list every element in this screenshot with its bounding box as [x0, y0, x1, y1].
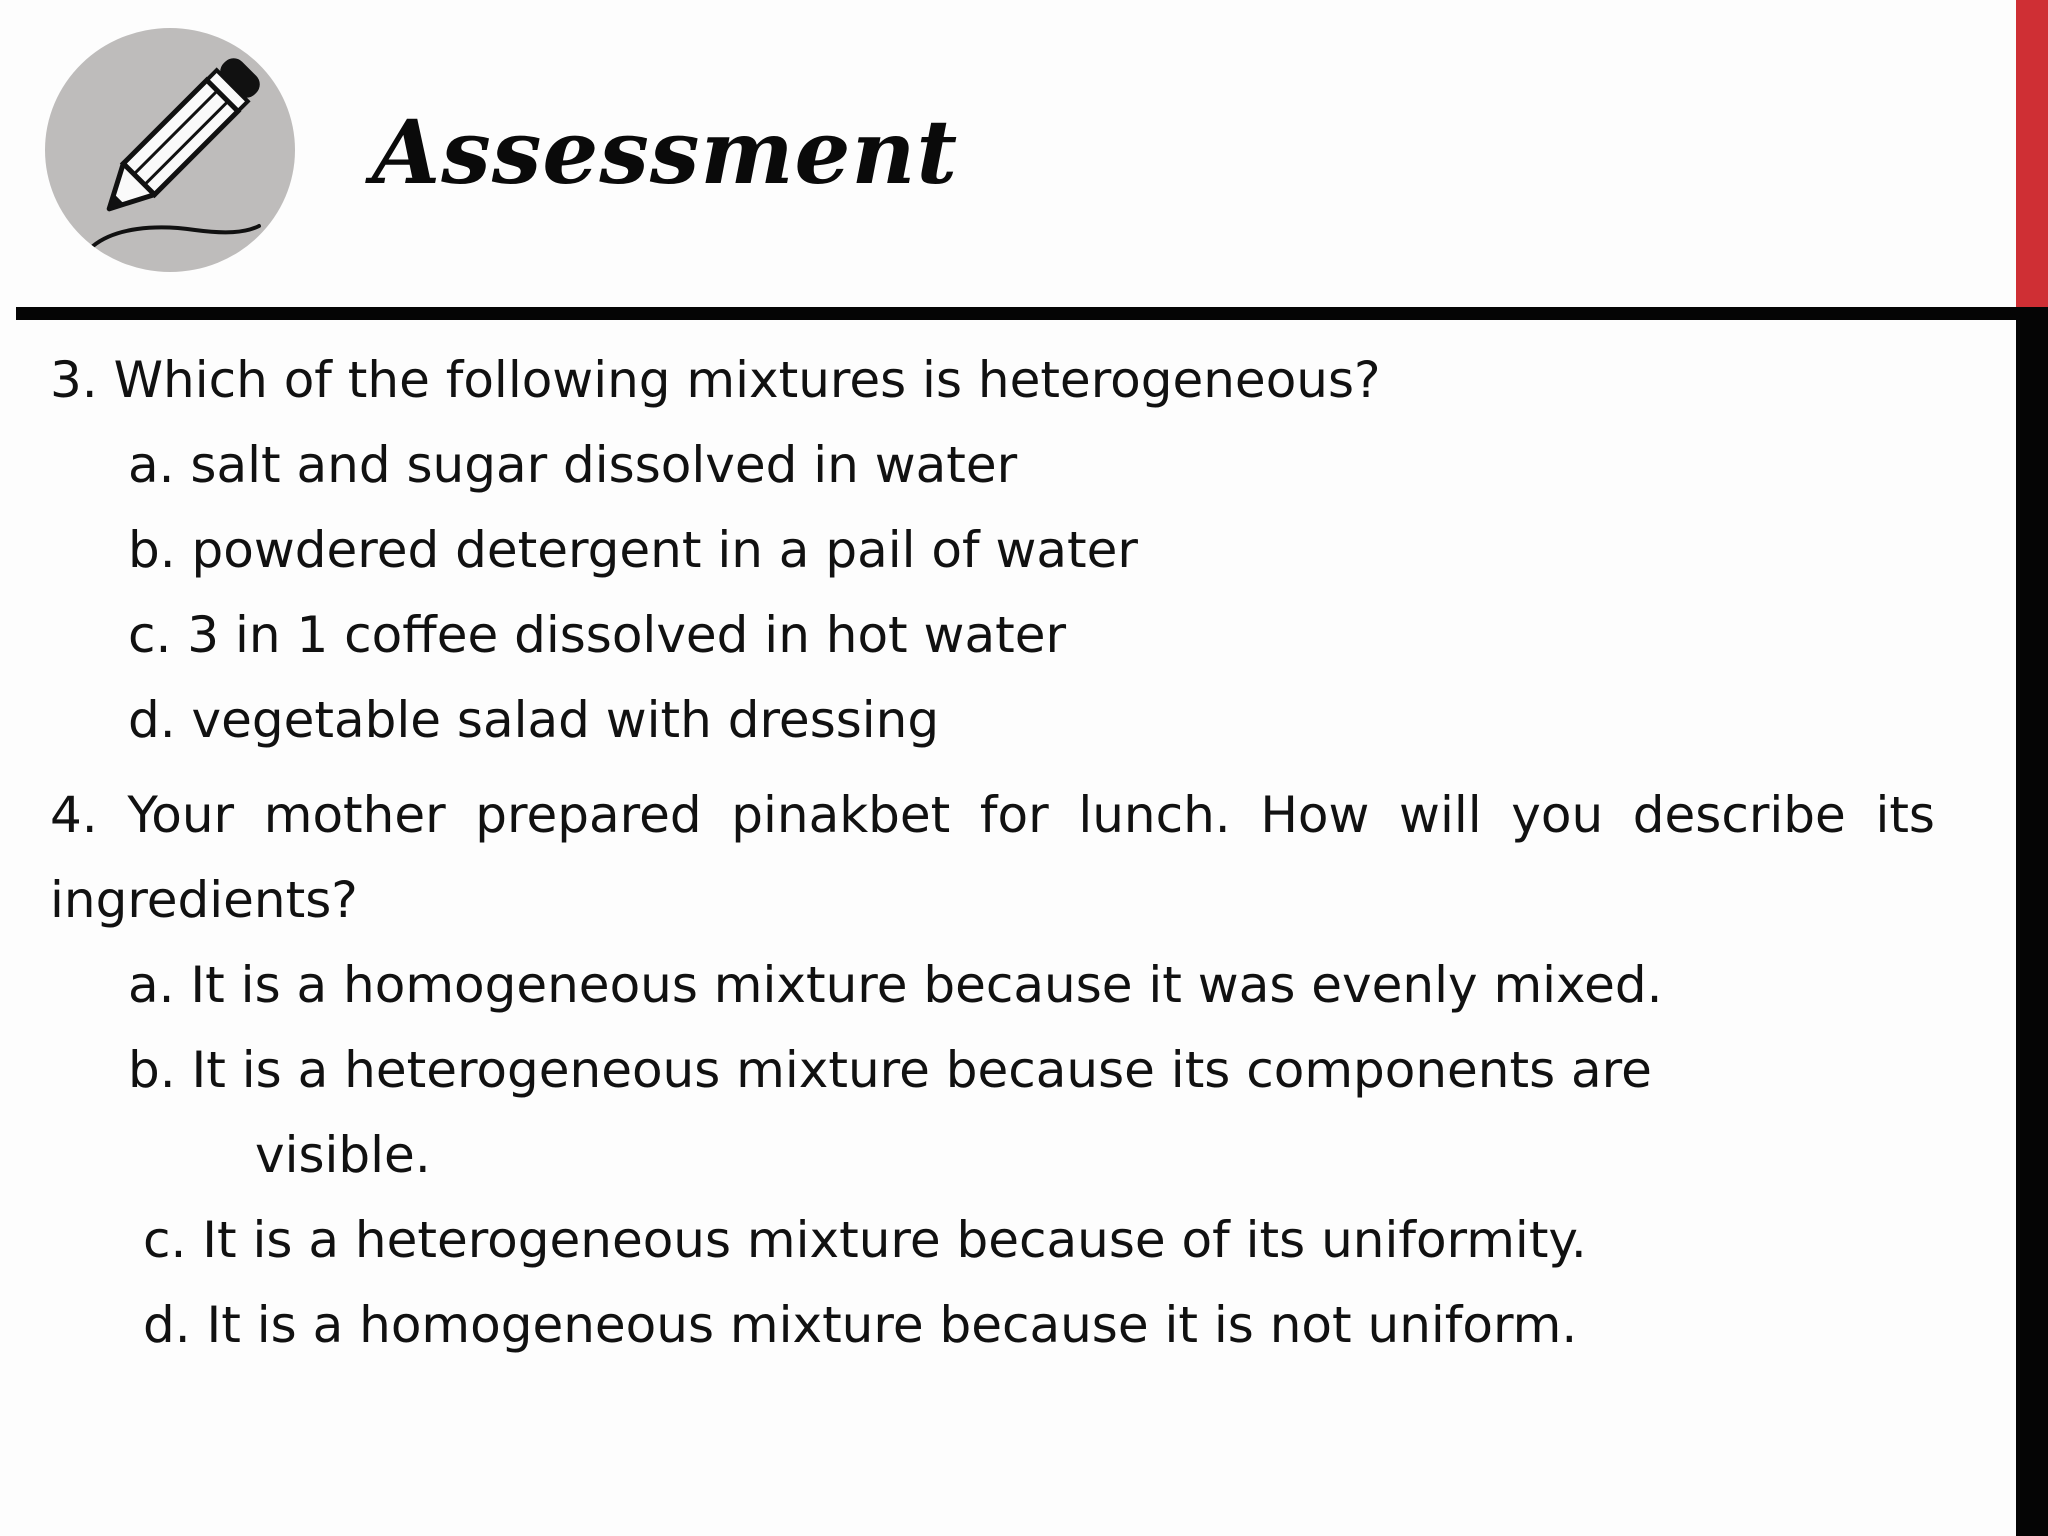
- accent-bar-red: [2016, 0, 2048, 307]
- question-stem-line-1: 4. Your mother prepared pinakbet for lunch. How will you describe its: [50, 786, 1935, 844]
- accent-bar-black: [2016, 307, 2048, 1536]
- question-3: [50, 338, 1935, 763]
- header-divider: [16, 307, 2016, 320]
- option-d: d. It is a homogeneous mixture because it is not uniform.: [143, 1296, 1578, 1354]
- option-c: c. It is a heterogeneous mixture because of its uniformity.: [143, 1211, 1587, 1269]
- option-b: b. It is a heterogeneous mixture because its components are: [128, 1041, 1652, 1099]
- question-stem: 3. Which of the following mixtures is heterogeneous?: [50, 351, 1381, 409]
- question-4: [50, 773, 1935, 1368]
- option-d: d. vegetable salad with dressing: [128, 691, 940, 749]
- option-a: a. salt and sugar dissolved in water: [128, 436, 1018, 494]
- question-stem-line-2: ingredients?: [50, 871, 358, 929]
- option-b-continued: visible.: [255, 1126, 431, 1184]
- option-c: c. 3 in 1 coffee dissolved in hot water: [128, 606, 1067, 664]
- pencil-icon: [45, 28, 295, 272]
- question-list: [50, 338, 1935, 1368]
- page-title: Assessment: [372, 100, 959, 204]
- option-a: a. It is a homogeneous mixture because it was evenly mixed.: [128, 956, 1663, 1014]
- option-b: b. powdered detergent in a pail of water: [128, 521, 1138, 579]
